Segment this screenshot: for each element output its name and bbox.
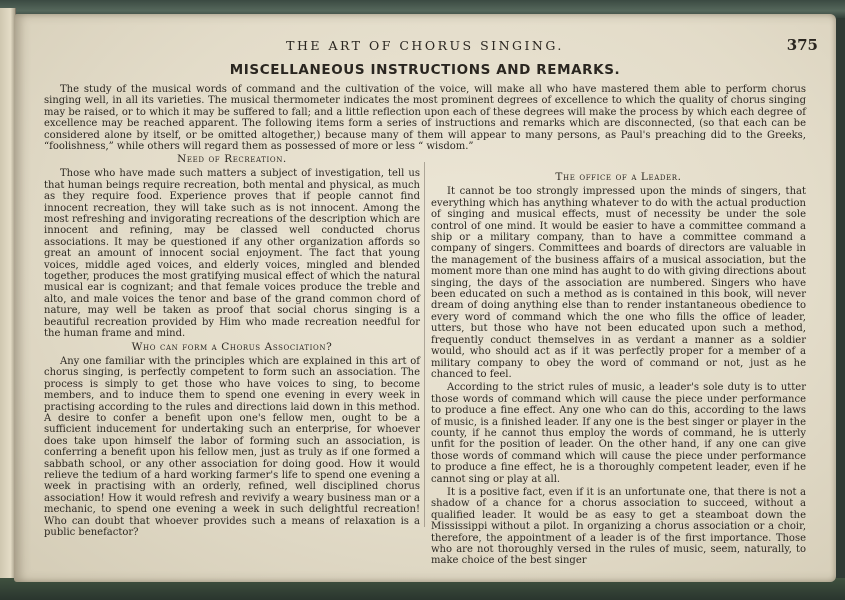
right-column (431, 172, 806, 569)
left-column (44, 154, 420, 540)
section-heading-who-can-form: Who can form a Chorus Association? (131, 340, 333, 353)
column-divider (424, 162, 425, 527)
page-number: 375 (786, 36, 818, 54)
paragraph-office-of-leader-3: It is a positive fact, even if it is an unfortunate one, that there is not a shadow of a chance for a chorus association to succeed, without a qualified leader. It would be as easy to get a steamboat down the Mississippi without a pilot. In organizing a chorus association or a choir, therefore, the appointment of a leader is of the first importance. Those who are not thoroughly versed in the rules of music, seem, naturally, to make choice of the best singer (431, 486, 806, 567)
book-page (14, 14, 836, 582)
running-head: THE ART OF CHORUS SINGING. (286, 38, 564, 53)
paragraph-office-of-leader-2: According to the strict rules of music, a leader's sole duty is to utter those words of command which will cause the piece under performance to produce a fine effect. Any one who can do this, according to the laws of music, is a finished leader. If any one is the best singer or player in the county, if he cannot thus employ the words of command, he is utterly unfit for the position of leader. On the other hand, if any one can give those words of command which will cause the piece under performance to produce a fine effect, he is a thoroughly competent leader, even if he cannot sing or play at all. (431, 382, 806, 485)
page-title: MISCELLANEOUS INSTRUCTIONS AND REMARKS. (229, 62, 621, 78)
intro-paragraph: The study of the musical words of command and the cultivation of the voice, will make all who have mastered them able to perform chorus singing well, in all its varieties. The musical thermometer indicates the most prominent degrees of excellence to which the quality of chorus singing may be raised, or to which it may be suffered to fall; and a little reflection upon each of these degrees will make the process by which each degree of excellence may be reached apparent. The following items form a series of instructions and remarks which are disconnected, (so that each can be considered alone by itself, or be omitted altogether,) because many of them will appear to many persons, as Paul's preaching did to the Greeks, “foolishness,” while others will regard them as possessed of more or less “ wisdom.” (44, 84, 806, 153)
section-heading-office-of-leader: The office of a Leader. (555, 171, 682, 183)
paragraph-who-can-form: Any one familiar with the principles which are explained in this art of chorus singing, is perfectly competent to form such an association. The process is simply to get those who have voices to sing, to become members, and to induce them to spend one evening in every week in practising according to the rules and directions laid down in this method. A desire to confer a benefit upon one's fellow men, ought to be a sufficient inducement for undertaking such an enterprise, for whoever does take upon himself the labor of forming such an association, is conferring a benefit upon his fellow men, just as truly as if one formed a sabbath school, or any other association for doing good. How it would relieve the tedium of a hard working farmer's life to spend one evening a week in practising with an orderly, refined, well disciplined chorus association! How it would refresh and revivify a weary business man or a mechanic, to spend one evening a week in such delightful recreation! Who can doubt that whoever provides such a means of relaxation is a public benefactor? (44, 355, 420, 538)
paragraph-office-of-leader-1: It cannot be too strongly impressed upon the minds of singers, that everything which has anything whatever to do with the actual production of singing and musical effects, must of necessity be under the sole control of one mind. It would be easier to have a committee command a ship or a military company, than to have a committee command a company of singers. Committees and boards of directors are valuable in the management of the business affairs of a musical association, but the moment more than one mind has aught to do with giving directions about singing, the days of the association are numbered. Singers who have been educated on such a method as is contained in this book, will never dream of doing anything else than to render instantaneous obedience to every word of command which the one who fills the office of leader, utters, but those who have not been educated upon such a method, frequently conduct themselves in as verdant a manner as a soldier would, who should act as if it was perfectly proper for a member of a military company to obey the word of command or not, just as he chanced to feel. (431, 186, 806, 380)
section-heading-need-of-recreation: Need of Recreation. (177, 153, 287, 165)
paragraph-need-of-recreation: Those who have made such matters a subject of investigation, tell us that human beings require recreation, both mental and physical, as much as they require food. Experience proves that if people cannot find innocent recreation, they will take such as is not innocent. Among the most refreshing and invigorating recreations of the description which are innocent and refining, may be classed well conducted chorus associations. It may be questioned if any other organization affords so great an amount of innocent social enjoyment. The fact that young voices, middle aged voices, and elderly voices, mingled and blended together, produces the most gratifying musical effect of which the natural musical ear is cognizant; and that female voices produce the treble and alto, and male voices the tenor and base of the grand common chord of nature, may well be taken as proof that social chorus singing is a beautiful recreation provided by Him who made recreation needful for the human frame and mind. (44, 168, 420, 340)
